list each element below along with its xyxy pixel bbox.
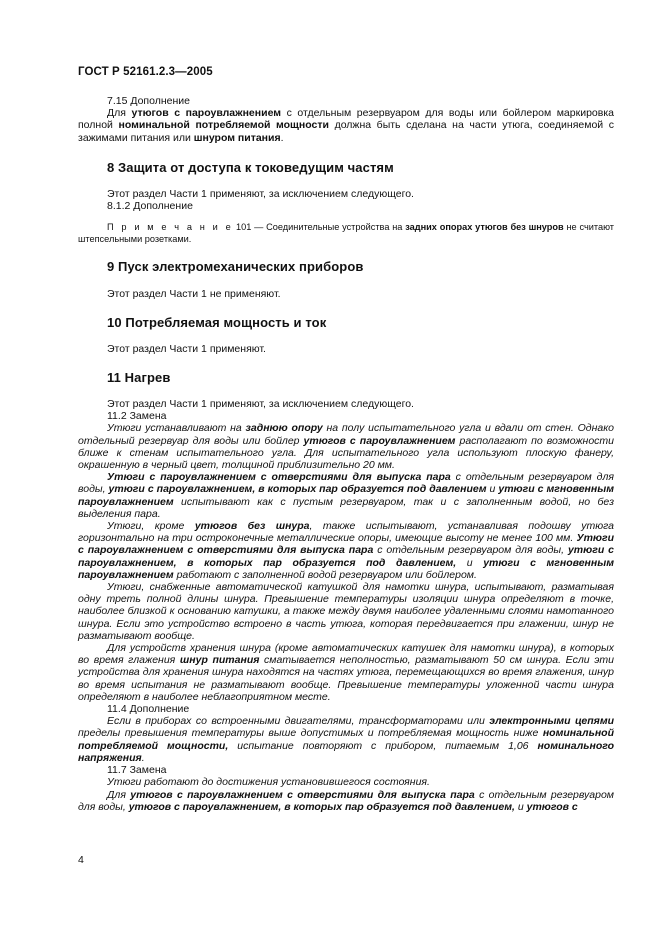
section-11-body bbox=[78, 398, 614, 813]
paragraph: Для устройств хранения шнура (кроме автоматических катушек для намотки шнура), в которых во время глажения шнур питания сматывается неполностью, разматывают 50 см шнура. Если эти устройства для хранения шнура находятся на частях утюга, перемещающихся во время глажения, шнур во время испытания не разматывают вообще. Превышение температуры уложенной части шнура определяют в наиболее неблагоприятном месте. bbox=[78, 642, 614, 703]
section-heading-10: 10 Потребляемая мощность и ток bbox=[107, 315, 327, 330]
clause-7-15 bbox=[78, 95, 614, 144]
clause-number: 11.7 Замена bbox=[107, 764, 167, 777]
section-heading-9: 9 Пуск электромеханических приборов bbox=[107, 259, 364, 274]
paragraph: Этот раздел Части 1 не применяют. bbox=[107, 288, 281, 300]
clause-number: 11.4 Дополнение bbox=[107, 703, 190, 716]
document-header: ГОСТ Р 52161.2.3—2005 bbox=[78, 66, 213, 78]
paragraph: Утюги с пароувлажнением с отверстиями для выпуска пара с отдельным резервуаром для воды, утюги с пароувлажнением, в которых пар образуется под давлением и утюги с мгновенным пароувлажнением испытывают как с пустым резервуаром, так и с заполненным водой, но без выделения пара. bbox=[78, 471, 614, 520]
paragraph: Если в приборах со встроенными двигателями, трансформаторами или электронными цепями пределы превышения температуры выше допустимых и потребляемая мощность ниже номинальной потребляемой мощности, испытание повторяют с прибором, питаемым 1,06 номинального напряжения. bbox=[78, 715, 614, 764]
section-8-body bbox=[78, 188, 614, 212]
note-label: П р и м е ч а н и е bbox=[107, 222, 234, 232]
paragraph: Этот раздел Части 1 применяют, за исключением следующего. bbox=[107, 188, 414, 200]
note-101: П р и м е ч а н и е 101 — Соединительные устройства на задних опорах утюгов без шнуров не считают штепсельными розетками. bbox=[78, 222, 614, 244]
paragraph: Утюги, кроме утюгов без шнура, также испытывают, устанавливая подошву утюга горизонтально на три остроконечные металлические опоры, имеющие высоту не менее 100 мм. Утюги с пароувлажнением с отверстиями для выпуска пара с отдельным резервуаром для воды, утюги с пароувлажнением, в которых пар образуется под давлением, и утюги с мгновенным пароувлажнением работают с заполненной водой резервуаром или бойлером. bbox=[78, 520, 615, 581]
clause-number: 7.15 Дополнение bbox=[107, 95, 190, 107]
section-heading-11: 11 Нагрев bbox=[107, 370, 171, 385]
paragraph: Утюги устанавливают на заднюю опору на полу испытательного угла и вдали от стен. Однако отдельный резервуар для воды или бойлер утюгов с пароувлажнением располагают по возможности ближе к стенам испытательного угла. Для испытательного угла используют плоскую фанеру, окрашенную в черный цвет, толщиной приблизительно 20 мм. bbox=[78, 422, 614, 472]
paragraph: Утюги, снабженные автоматической катушкой для намотки шнура, испытывают, разматывая одну треть полной длины шнура. Превышение температуры изоляции шнура определяют в точке, наиболее близкой к основанию катушки, а также между двумя наиболее удаленными слоями намотанного шнура. Если это устройство встроено в часть утюга, которая передвигается при глажении, шнур не разматывают вообще. bbox=[78, 581, 614, 642]
paragraph: Утюги работают до достижения установившегося состояния. bbox=[107, 776, 430, 789]
paragraph: Этот раздел Части 1 применяют, за исключением следующего. bbox=[107, 398, 414, 410]
paragraph: Этот раздел Части 1 применяют. bbox=[107, 343, 266, 355]
section-10-body bbox=[78, 343, 614, 355]
paragraph: Для утюгов с пароувлажнением с отверстиями для выпуска пара с отдельным резервуаром для воды, утюгов с пароувлажнением, в которых пар образуется под давлением, и утюгов с bbox=[78, 788, 615, 813]
paragraph: Для утюгов с пароувлажнением с отдельным резервуаром для воды или бойлером маркировка полной номинальной потребляемой мощности должна быть сделана на части утюга, соединяемой с зажимами питания или шнуром питания. bbox=[78, 107, 614, 144]
clause-number: 8.1.2 Дополнение bbox=[107, 200, 193, 213]
section-9-body bbox=[78, 288, 614, 300]
page-number: 4 bbox=[78, 854, 84, 866]
section-heading-8: 8 Защита от доступа к токоведущим частям bbox=[107, 160, 394, 175]
clause-number: 11.2 Замена bbox=[107, 410, 167, 423]
